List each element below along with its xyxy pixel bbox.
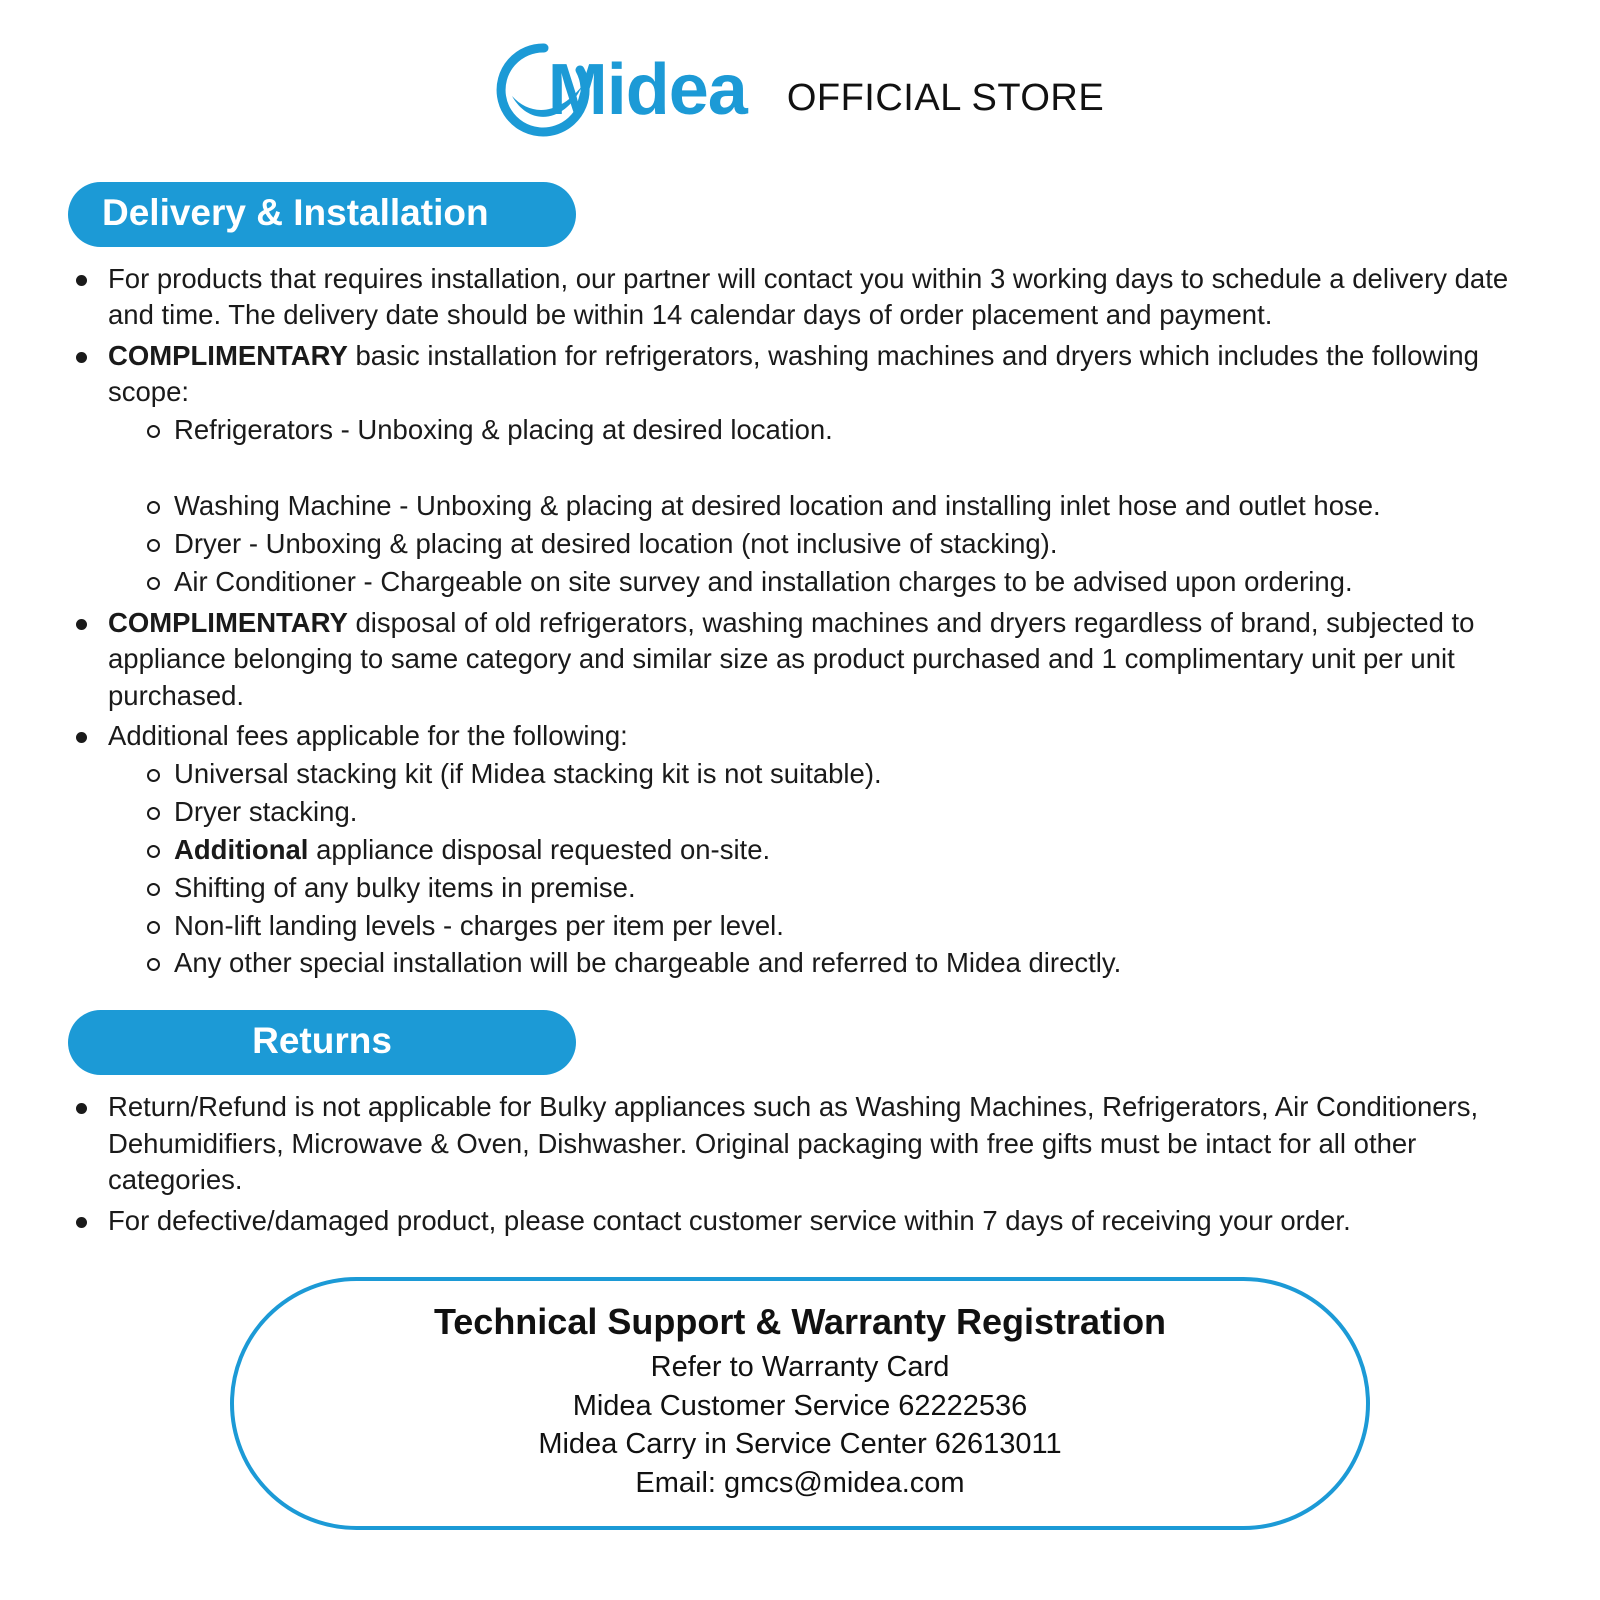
list-item xyxy=(141,793,1530,831)
bullet-emphasis: COMPLIMENTARY xyxy=(108,339,348,371)
delivery-sub-list xyxy=(108,411,1530,601)
section-heading-row xyxy=(0,182,1600,247)
sub-bullet-text: Dryer - Unboxing & placing at desired location (not inclusive of stacking). xyxy=(174,527,1058,559)
official-store-label: OFFICIAL STORE xyxy=(786,76,1105,119)
list-item xyxy=(141,411,1530,449)
sub-bullet-text: Shifting of any bulky items in premise. xyxy=(174,871,636,903)
delivery-bullet-list xyxy=(0,261,1600,983)
sub-bullet-text: Refrigerators - Unboxing & placing at desired location. xyxy=(174,413,833,445)
section-heading-row xyxy=(0,1010,1600,1075)
sub-bullet-text: Dryer stacking. xyxy=(174,795,358,827)
page-header xyxy=(0,0,1600,138)
sub-bullet-text: Any other special installation will be chargeable and referred to Midea directly. xyxy=(174,947,1122,979)
brand-logo xyxy=(496,42,747,138)
bullet-text: disposal of old refrigerators, washing machines and dryers regardless of brand, subjected to appliance belonging to same category and similar size as product purchased and 1 complimentary unit per unit purchased. xyxy=(108,606,1475,711)
list-item xyxy=(141,487,1530,525)
sub-bullet-text: Air Conditioner - Chargeable on site survey and installation charges to be advised upon ordering. xyxy=(174,565,1353,597)
section-title-returns: Returns xyxy=(68,1010,576,1075)
brand-wordmark: Midea xyxy=(547,50,747,130)
list-item xyxy=(68,718,1530,982)
contact-title: Technical Support & Warranty Registration xyxy=(433,1301,1167,1343)
list-item xyxy=(141,869,1530,907)
section-title-delivery: Delivery & Installation xyxy=(68,182,576,247)
list-item xyxy=(68,1203,1530,1240)
sub-bullet-text: appliance disposal requested on-site. xyxy=(308,833,771,865)
sub-bullet-text: Washing Machine - Unboxing & placing at desired location and installing inlet hose and outlet hose. xyxy=(174,489,1381,521)
list-item xyxy=(141,525,1530,563)
list-item xyxy=(141,831,1530,869)
list-item xyxy=(141,944,1530,982)
section-delivery-installation xyxy=(0,182,1600,982)
contact-line-customer-service: Midea Customer Service 62222536 xyxy=(572,1389,1028,1422)
bullet-text: For products that requires installation, our partner will contact you within 3 working days to schedule a delivery date and time. The delivery date should be within 14 calendar days of order placement and payment. xyxy=(108,262,1509,331)
list-item xyxy=(68,338,1530,601)
midea-swirl-logo-icon xyxy=(496,42,592,138)
list-item xyxy=(141,755,1530,793)
sub-bullet-emphasis: Additional xyxy=(174,833,309,865)
list-item xyxy=(141,563,1530,601)
contact-capsule xyxy=(230,1277,1370,1530)
list-item xyxy=(68,1089,1530,1199)
bullet-emphasis: COMPLIMENTARY xyxy=(108,606,348,638)
returns-bullet-list xyxy=(0,1089,1600,1239)
bullet-text: basic installation for refrigerators, washing machines and dryers which includes the following scope: xyxy=(108,339,1479,408)
footer-contact-block xyxy=(0,1277,1600,1530)
bullet-text: Return/Refund is not applicable for Bulky appliances such as Washing Machines, Refrigerators, Air Conditioners, Dehumidifiers, Microwave & Oven, Dishwasher. Original packaging with free gifts must be intact for all other categories. xyxy=(108,1090,1479,1196)
bullet-text: Additional fees applicable for the following: xyxy=(108,720,628,752)
list-item xyxy=(141,907,1530,945)
contact-line-email: Email: gmcs@midea.com xyxy=(635,1466,965,1499)
list-item xyxy=(68,605,1530,715)
list-item xyxy=(68,261,1530,334)
sub-bullet-text: Universal stacking kit (if Midea stacking kit is not suitable). xyxy=(174,757,882,789)
contact-line-service-center: Midea Carry in Service Center 62613011 xyxy=(538,1428,1062,1461)
bullet-text: For defective/damaged product, please contact customer service within 7 days of receiving your order. xyxy=(108,1204,1351,1236)
section-returns xyxy=(0,1010,1600,1239)
additional-fees-sub-list xyxy=(108,755,1530,983)
contact-line-warranty-card: Refer to Warranty Card xyxy=(650,1351,950,1384)
sub-bullet-text: Non-lift landing levels - charges per item per level. xyxy=(174,909,784,941)
